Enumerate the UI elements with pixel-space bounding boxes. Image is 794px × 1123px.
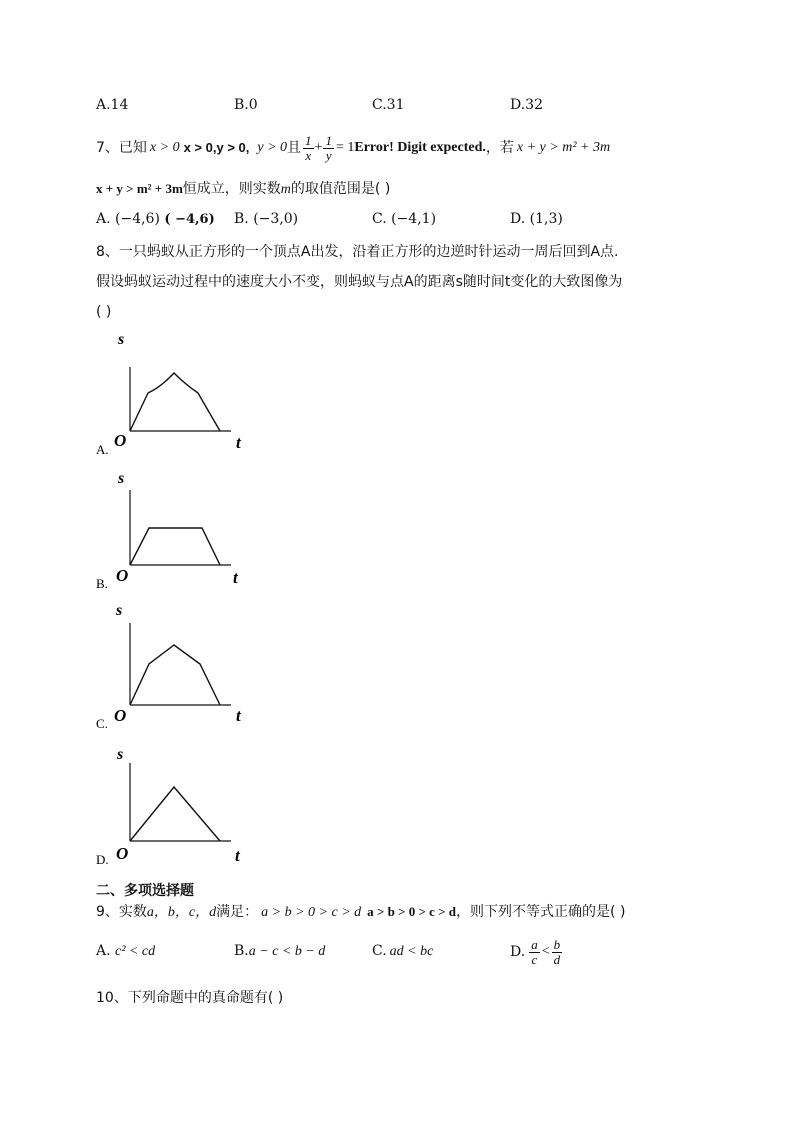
q7-cond1-math: x > 0 (149, 140, 180, 155)
q9-option-b (234, 943, 325, 960)
graph-b-svg (96, 462, 256, 592)
q6-option-b: B.0 (234, 97, 258, 113)
q8-line3: ( ) (96, 304, 112, 320)
q7-comma: ，若 (485, 140, 514, 156)
graph-d-s-label: s (117, 746, 124, 763)
q7-prefix: 7、已知 (96, 140, 147, 156)
q9-option-d-den2: d (553, 951, 561, 967)
q7-line2-end: 的取值范围是( ) (290, 181, 391, 197)
graph-a-s-label: s (118, 331, 125, 348)
q9-satisfy: 满足： (216, 904, 259, 920)
graph-c-svg (96, 598, 256, 732)
graph-a-origin-label: O (114, 431, 127, 450)
q9-option-a-label: A. (96, 943, 111, 959)
q9-option-d-label: D. (510, 944, 526, 960)
q9-option-a (96, 943, 155, 960)
q7-option-a-text: A. (−4,6) (96, 211, 160, 227)
q6-option-d: D.32 (510, 97, 543, 113)
graph-b-option-label: B. (96, 576, 108, 591)
q8-line1: 8、一只蚂蚁从正方形的一个顶点A出发，沿着正方形的边逆时针运动一周后回到A点. (96, 244, 619, 260)
q7-line1 (96, 128, 610, 168)
q7-frac2-denominator: y (325, 147, 332, 163)
q9-option-d-lt: < (541, 944, 550, 959)
q7-equals-one: = 1 (335, 140, 355, 155)
graph-b (96, 462, 256, 592)
q9-rest: ，则下列不等式正确的是( ) (456, 904, 626, 920)
graph-c-origin-label: O (114, 706, 127, 725)
q7-line2-m: m (280, 182, 291, 197)
q7-frac1-numerator: 1 (305, 132, 312, 148)
q7-and: 且 (287, 140, 302, 156)
q7-fraction-2 (323, 134, 334, 163)
q7-plus: + (314, 140, 323, 155)
q7-option-a (96, 211, 215, 227)
graph-a-option-label: A. (96, 442, 109, 457)
q7-error-text: Error! Digit expected. (354, 140, 486, 155)
graph-a-t-label: t (236, 433, 241, 452)
q9-option-c-label: C. (372, 943, 387, 959)
q9-option-d (510, 932, 562, 972)
q9-option-a-math: c² < cd (115, 944, 156, 959)
q7-option-a-dup: ( −4,6) (164, 212, 215, 227)
q6-option-a: A.14 (96, 97, 129, 113)
q9-option-d-frac2 (552, 938, 563, 967)
q7-frac1-denominator: x (305, 147, 312, 163)
graph-b-t-label: t (233, 568, 238, 587)
q6-option-c: C.31 (372, 97, 405, 113)
graph-b-s-label: s (118, 470, 125, 487)
graph-c-option-label: C. (96, 716, 108, 731)
q7-frac2-numerator: 1 (325, 132, 332, 148)
q9-option-d-num1: a (531, 936, 538, 952)
graph-b-origin-label: O (116, 566, 129, 585)
q7-inequality: x + y > m² + 3m (516, 140, 611, 155)
q8-line2: 假设蚂蚁运动过程中的速度大小不变，则蚂蚁与点A的距离s随时间t变化的大致图像为 (96, 274, 623, 290)
q7-fraction-1 (303, 134, 314, 163)
q9-prefix: 9、实数 (96, 904, 147, 920)
graph-d (96, 737, 256, 871)
q7-cond1-bold: x > 0,y > 0, (183, 140, 250, 155)
q7-line2-text: 恒成立，则实数 (182, 181, 281, 197)
q7-option-c: C. (−4,1) (372, 211, 437, 227)
graph-b-curve (130, 528, 220, 565)
q7-line2 (96, 180, 390, 199)
q10-stem: 10、下列命题中的真命题有( ) (96, 990, 284, 1006)
q9-option-b-math: a − c < b − d (248, 944, 326, 959)
q9-option-d-num2: b (553, 936, 561, 952)
q7-cond2-math: y > 0 (257, 140, 288, 155)
graph-a (96, 325, 256, 457)
q9-condition-bold: a > b > 0 > c > d (367, 904, 457, 919)
q7-option-d: D. (1,3) (510, 211, 563, 227)
graph-d-t-label: t (235, 846, 240, 865)
graph-d-curve (130, 787, 220, 841)
graph-c-s-label: s (116, 602, 123, 619)
q9-condition: a > b > 0 > c > d (261, 905, 362, 920)
section-title: 二、多项选择题 (96, 883, 194, 899)
q9-option-c (372, 943, 433, 960)
q9-option-d-den1: c (531, 951, 538, 967)
q9-stem (96, 903, 625, 922)
graph-d-svg (96, 737, 256, 871)
graph-c-t-label: t (236, 706, 241, 725)
q7-line2-bold: x + y > m² + 3m (96, 181, 183, 196)
graph-d-option-label: D. (96, 852, 109, 867)
q9-option-d-frac1 (529, 938, 540, 967)
q7-option-b: B. (−3,0) (234, 211, 299, 227)
graph-c-curve (130, 645, 220, 705)
graph-a-curve (130, 373, 220, 431)
q9-option-b-label: B. (234, 943, 249, 959)
graph-a-svg (96, 325, 256, 457)
graph-d-origin-label: O (116, 844, 129, 863)
q9-option-c-math: ad < bc (389, 944, 434, 959)
graph-c (96, 598, 256, 732)
q9-vars: a，b，c，d (146, 905, 217, 920)
